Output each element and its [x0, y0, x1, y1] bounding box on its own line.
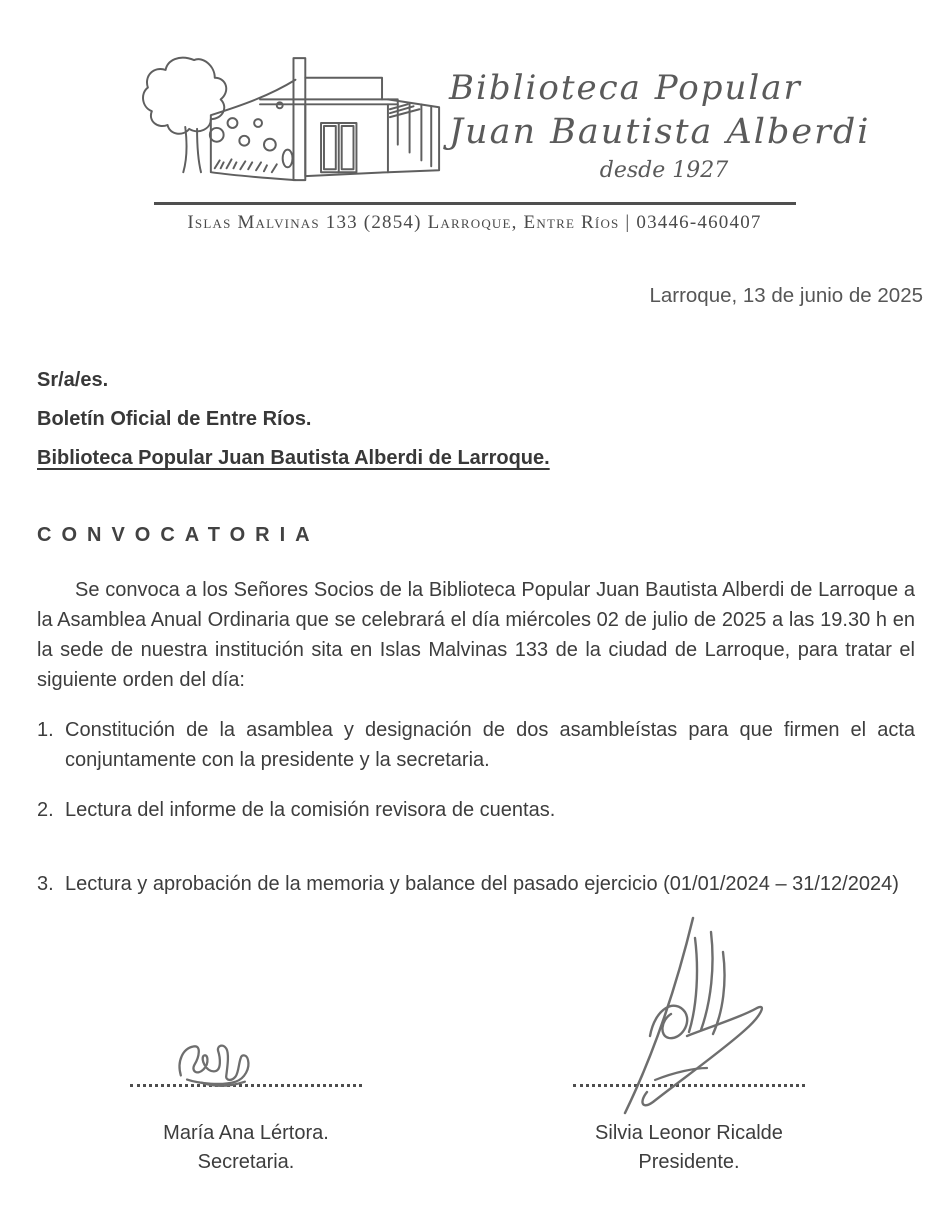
agenda-item-3	[37, 869, 915, 899]
signatory-name: Silvia Leonor Ricalde	[595, 1122, 783, 1144]
signature-block-secretary	[130, 899, 362, 1174]
org-name-line1: Biblioteca Popular	[449, 68, 802, 108]
recipient-org: Boletín Oficial de Entre Ríos.	[37, 408, 312, 430]
letterhead-rule	[154, 202, 796, 205]
handwritten-signature-president-icon	[595, 908, 775, 1118]
letterhead-text	[449, 50, 871, 183]
recipient-salutation: Sr/a/es.	[37, 369, 109, 391]
agenda-item-number: 2.	[37, 799, 54, 821]
signatory-name: María Ana Lértora.	[163, 1122, 329, 1144]
convocatoria-heading: CONVOCATORIA	[37, 524, 320, 546]
signature-block-president	[573, 899, 805, 1174]
signature-area	[130, 899, 362, 1084]
org-tagline: desde 1927	[599, 158, 729, 183]
agenda-item-text: Lectura del informe de la comisión revisora de cuentas.	[65, 799, 556, 821]
letterhead-address-line: Islas Malvinas 133 (2854) Larroque, Entre Ríos | 03446-460407	[187, 212, 762, 233]
signatures-row	[0, 899, 949, 1174]
agenda-item-number: 3.	[37, 873, 54, 895]
signatory-role: Secretaria.	[197, 1151, 295, 1173]
agenda-list	[37, 715, 915, 899]
letterhead	[0, 0, 949, 198]
signature-area	[573, 899, 805, 1084]
agenda-item-1	[37, 715, 915, 775]
recipient-library: Biblioteca Popular Juan Bautista Alberdi de Larroque.	[37, 447, 550, 469]
org-name-line2: Juan Bautista Alberdi	[449, 112, 871, 152]
agenda-item-number: 1.	[37, 719, 54, 741]
date-line: Larroque, 13 de junio de 2025	[649, 284, 923, 307]
agenda-item-2	[37, 795, 915, 825]
agenda-item-text: Constitución de la asamblea y designación de dos asambleístas para que firmen el acta conjuntamente con la presidente y la secretaria.	[65, 719, 915, 771]
body-paragraph: Se convoca a los Señores Socios de la Biblioteca Popular Juan Bautista Alberdi de Larroque a la Asamblea Anual Ordinaria que se celebrará el día miércoles 02 de julio de 2025 a las 19.30 h en la sede de nuestra institución sita en Islas Malvinas 133 de la ciudad de Larroque, para tratar el siguiente orden del día:	[37, 579, 915, 691]
agenda-item-text: Lectura y aprobación de la memoria y balance del pasado ejercicio (01/01/2024 – 31/12/2024)	[65, 873, 899, 895]
library-logo-icon	[140, 50, 445, 198]
signatory-role: Presidente.	[638, 1151, 740, 1173]
recipient-block	[37, 368, 915, 470]
handwritten-signature-secretary-icon	[170, 1030, 295, 1092]
